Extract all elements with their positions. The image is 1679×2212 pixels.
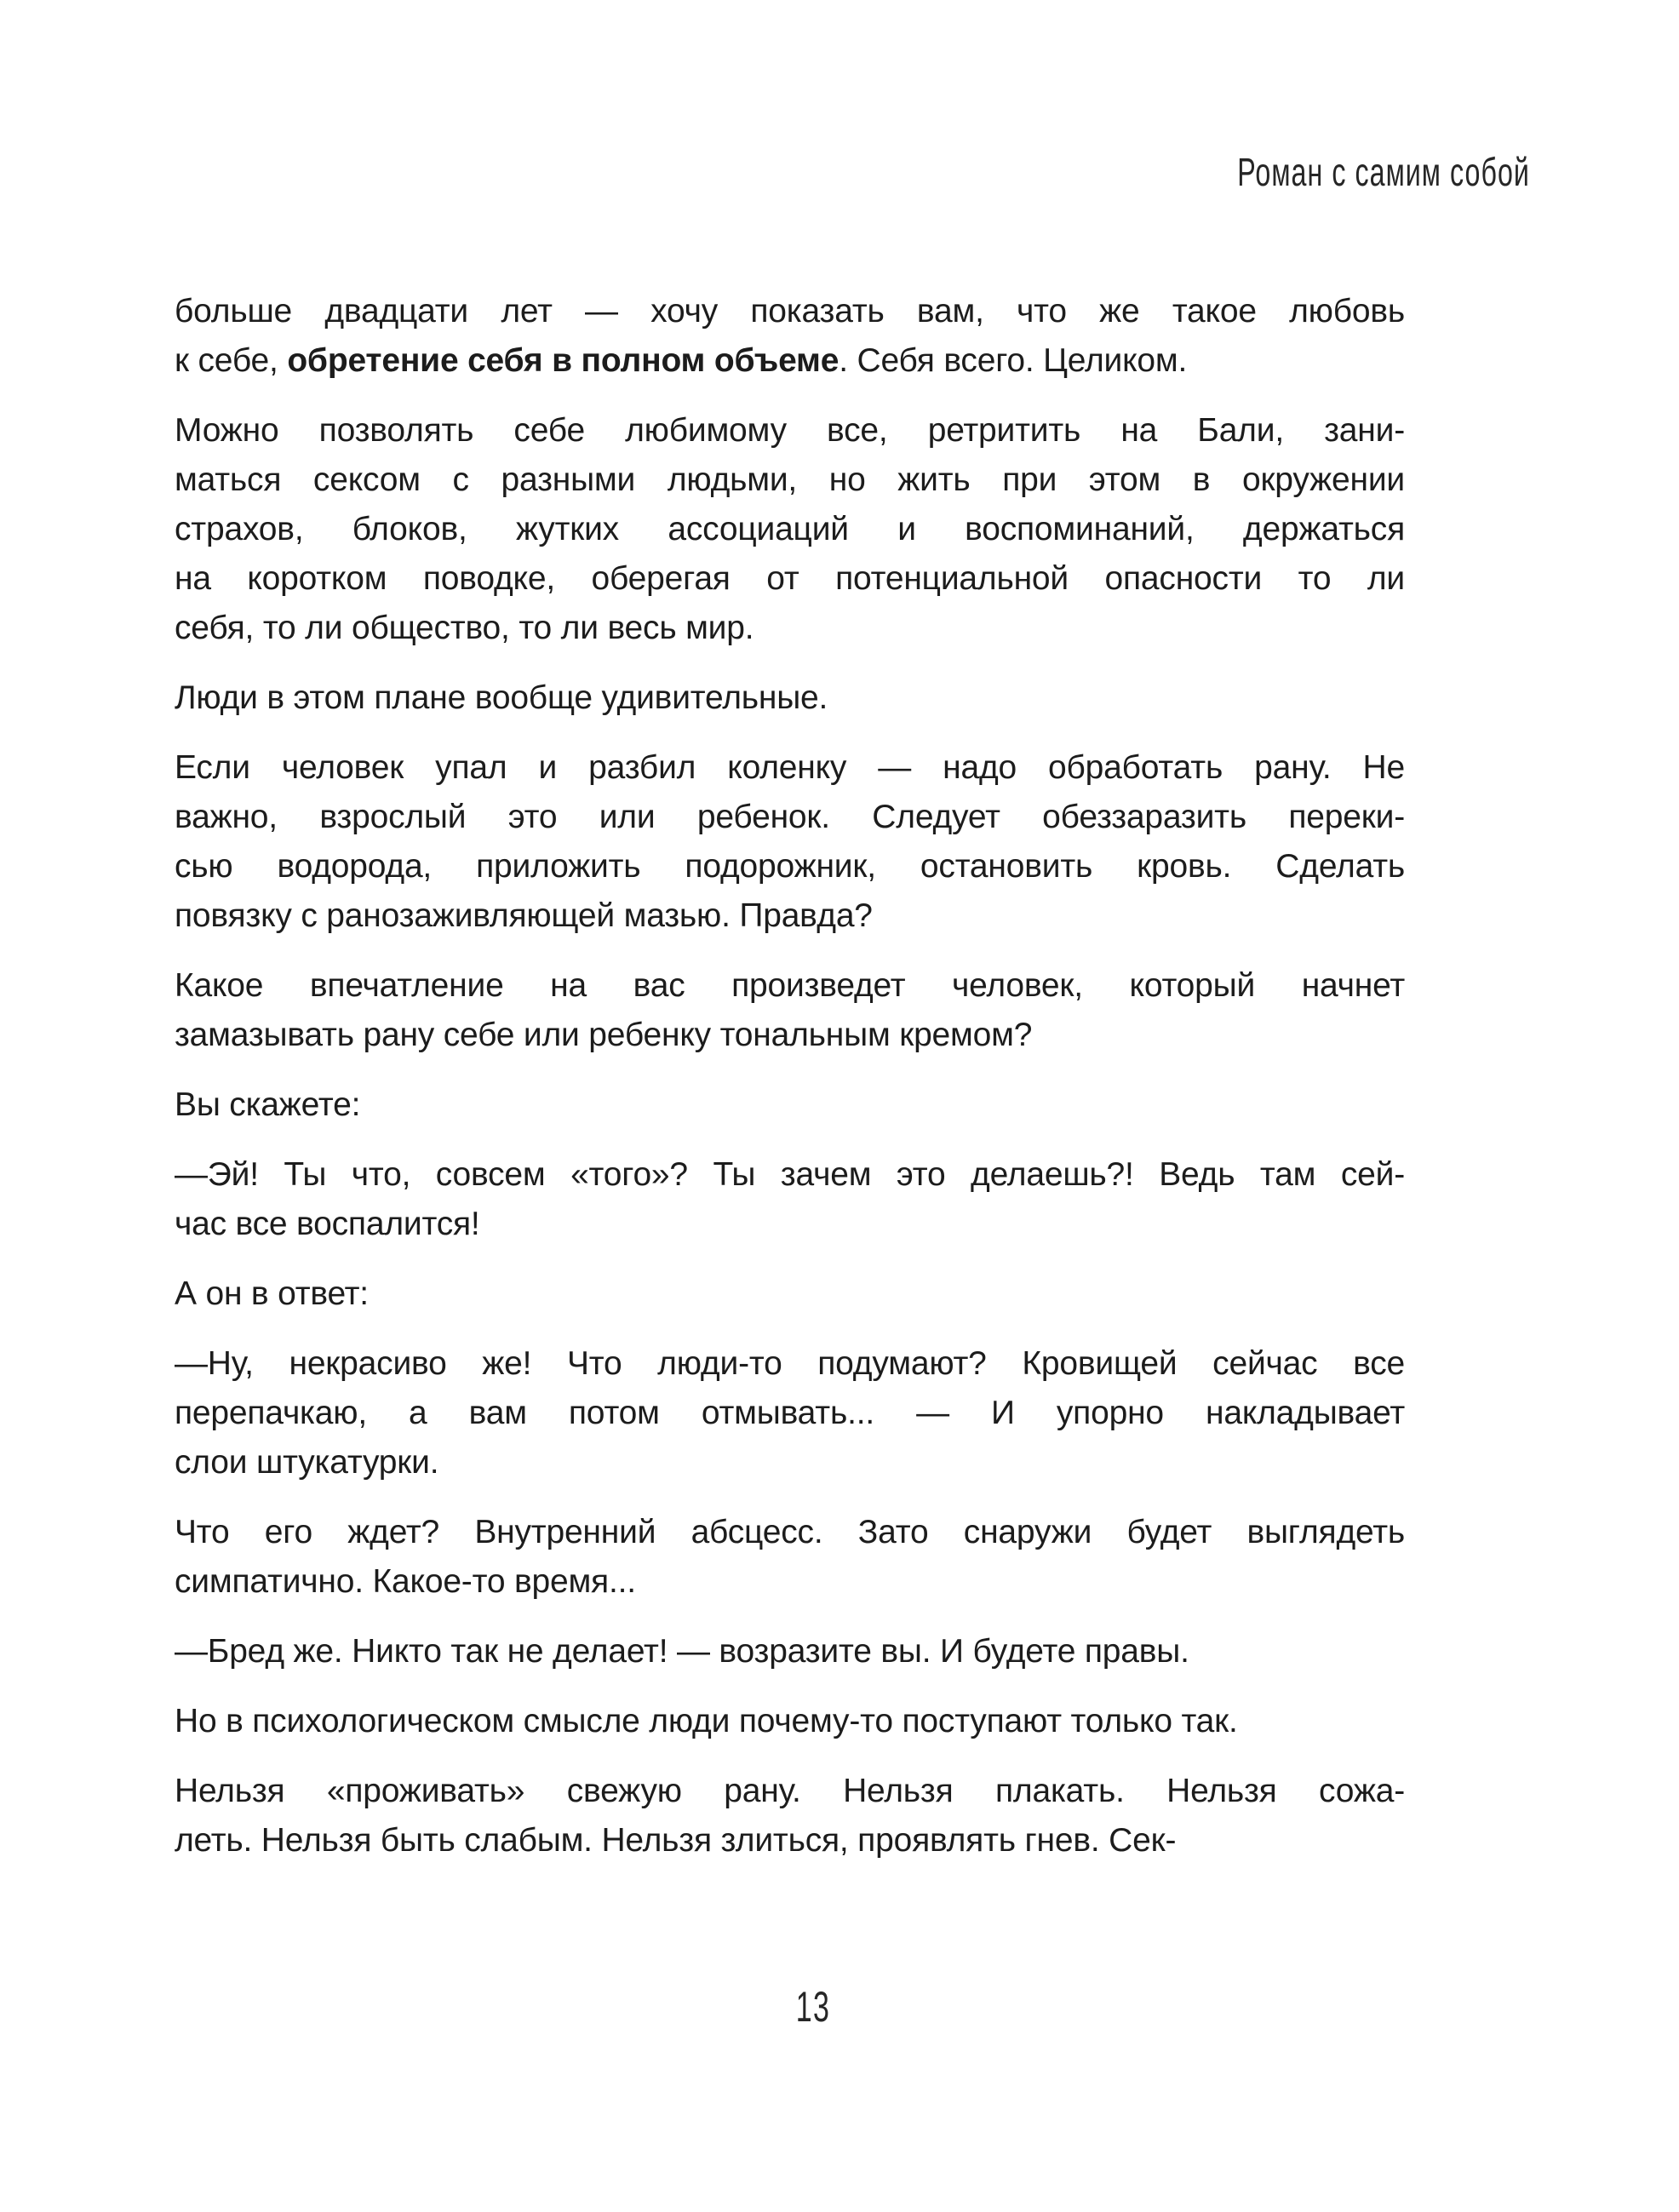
text-segment: Можно позволять себе любимому все, ретритить на Бали, зани- <box>175 412 1405 449</box>
text-segment: симпатично. Какое-то время... <box>175 1563 636 1600</box>
text-segment: Но в психологическом смысле люди почему-то поступают только так. <box>175 1703 1238 1739</box>
bold-text-segment: обретение себя в полном объеме <box>287 342 840 379</box>
text-line <box>175 1627 1405 1676</box>
text-line <box>175 1438 1405 1487</box>
text-segment: замазывать рану себе или ребенку тональным кремом? <box>175 1017 1033 1053</box>
text-line <box>175 891 1405 941</box>
text-line <box>175 1816 1405 1865</box>
text-line <box>175 1557 1405 1607</box>
paragraph <box>175 961 1405 1060</box>
text-line <box>175 1697 1405 1746</box>
body-text <box>175 287 1405 1886</box>
text-line <box>175 1080 1405 1130</box>
text-segment: —Ну, некрасиво же! Что люди-то подумают? Кровищей сейчас все <box>175 1345 1405 1382</box>
text-line <box>175 1150 1405 1200</box>
running-header: Роман с самим собой <box>1237 150 1530 194</box>
text-segment: слои штукатурки. <box>175 1444 439 1481</box>
text-segment: повязку с ранозаживляющей мазью. Правда? <box>175 897 873 934</box>
text-line <box>175 1767 1405 1816</box>
text-line <box>175 336 1405 386</box>
text-segment: Вы скажете: <box>175 1086 361 1123</box>
text-segment: . Себя всего. Целиком. <box>839 342 1188 379</box>
text-segment: Если человек упал и разбил коленку — надо обработать рану. Не <box>175 749 1405 786</box>
text-segment: себя, то ли общество, то ли весь мир. <box>175 610 754 646</box>
text-line <box>175 1200 1405 1249</box>
text-line <box>175 1011 1405 1060</box>
paragraph <box>175 1269 1405 1319</box>
paragraph <box>175 1080 1405 1130</box>
text-line <box>175 287 1405 336</box>
text-line <box>175 1339 1405 1389</box>
paragraph <box>175 287 1405 386</box>
paragraph <box>175 1697 1405 1746</box>
text-line <box>175 961 1405 1011</box>
text-segment: Какое впечатление на вас произведет человек, который начнет <box>175 967 1405 1004</box>
text-line <box>175 673 1405 723</box>
text-line <box>175 604 1405 653</box>
text-segment: страхов, блоков, жутких ассоциаций и воспоминаний, держаться <box>175 511 1405 547</box>
paragraph <box>175 1150 1405 1249</box>
text-segment: час все воспалится! <box>175 1206 480 1242</box>
text-line <box>175 554 1405 604</box>
text-segment: важно, взрослый это или ребенок. Следует обеззаразить переки- <box>175 799 1405 835</box>
text-segment: к себе, <box>175 342 288 379</box>
paragraph <box>175 743 1405 941</box>
text-line <box>175 1269 1405 1319</box>
text-line <box>175 743 1405 793</box>
paragraph <box>175 1767 1405 1865</box>
text-segment: на коротком поводке, оберегая от потенциальной опасности то ли <box>175 560 1405 597</box>
text-segment: сью водорода, приложить подорожник, остановить кровь. Сделать <box>175 848 1405 885</box>
text-segment: А он в ответ: <box>175 1275 369 1312</box>
text-line <box>175 1389 1405 1438</box>
paragraph <box>175 406 1405 653</box>
paragraph <box>175 1339 1405 1487</box>
page-number: 13 <box>795 1983 831 2031</box>
text-line <box>175 456 1405 505</box>
paragraph <box>175 1627 1405 1676</box>
text-segment: —Бред же. Никто так не делает! — возразите вы. И будете правы. <box>175 1633 1189 1670</box>
text-segment: леть. Нельзя быть слабым. Нельзя злиться, проявлять гнев. Сек- <box>175 1822 1177 1859</box>
text-line <box>175 793 1405 842</box>
text-segment: —Эй! Ты что, совсем «того»? Ты зачем это делаешь?! Ведь там сей- <box>175 1156 1405 1193</box>
text-segment: больше двадцати лет — хочу показать вам, что же такое любовь <box>175 293 1405 330</box>
text-line <box>175 406 1405 456</box>
text-segment: перепачкаю, а вам потом отмывать... — И упорно накладывает <box>175 1395 1405 1431</box>
text-segment: Что его ждет? Внутренний абсцесс. Зато снаружи будет выглядеть <box>175 1514 1405 1550</box>
paragraph <box>175 1508 1405 1607</box>
text-segment: маться сексом с разными людьми, но жить при этом в окружении <box>175 461 1405 498</box>
text-line <box>175 1508 1405 1557</box>
text-segment: Нельзя «проживать» свежую рану. Нельзя плакать. Нельзя сожа- <box>175 1773 1405 1809</box>
text-segment: Люди в этом плане вообще удивительные. <box>175 679 828 716</box>
text-line <box>175 505 1405 554</box>
text-line <box>175 842 1405 891</box>
paragraph <box>175 673 1405 723</box>
